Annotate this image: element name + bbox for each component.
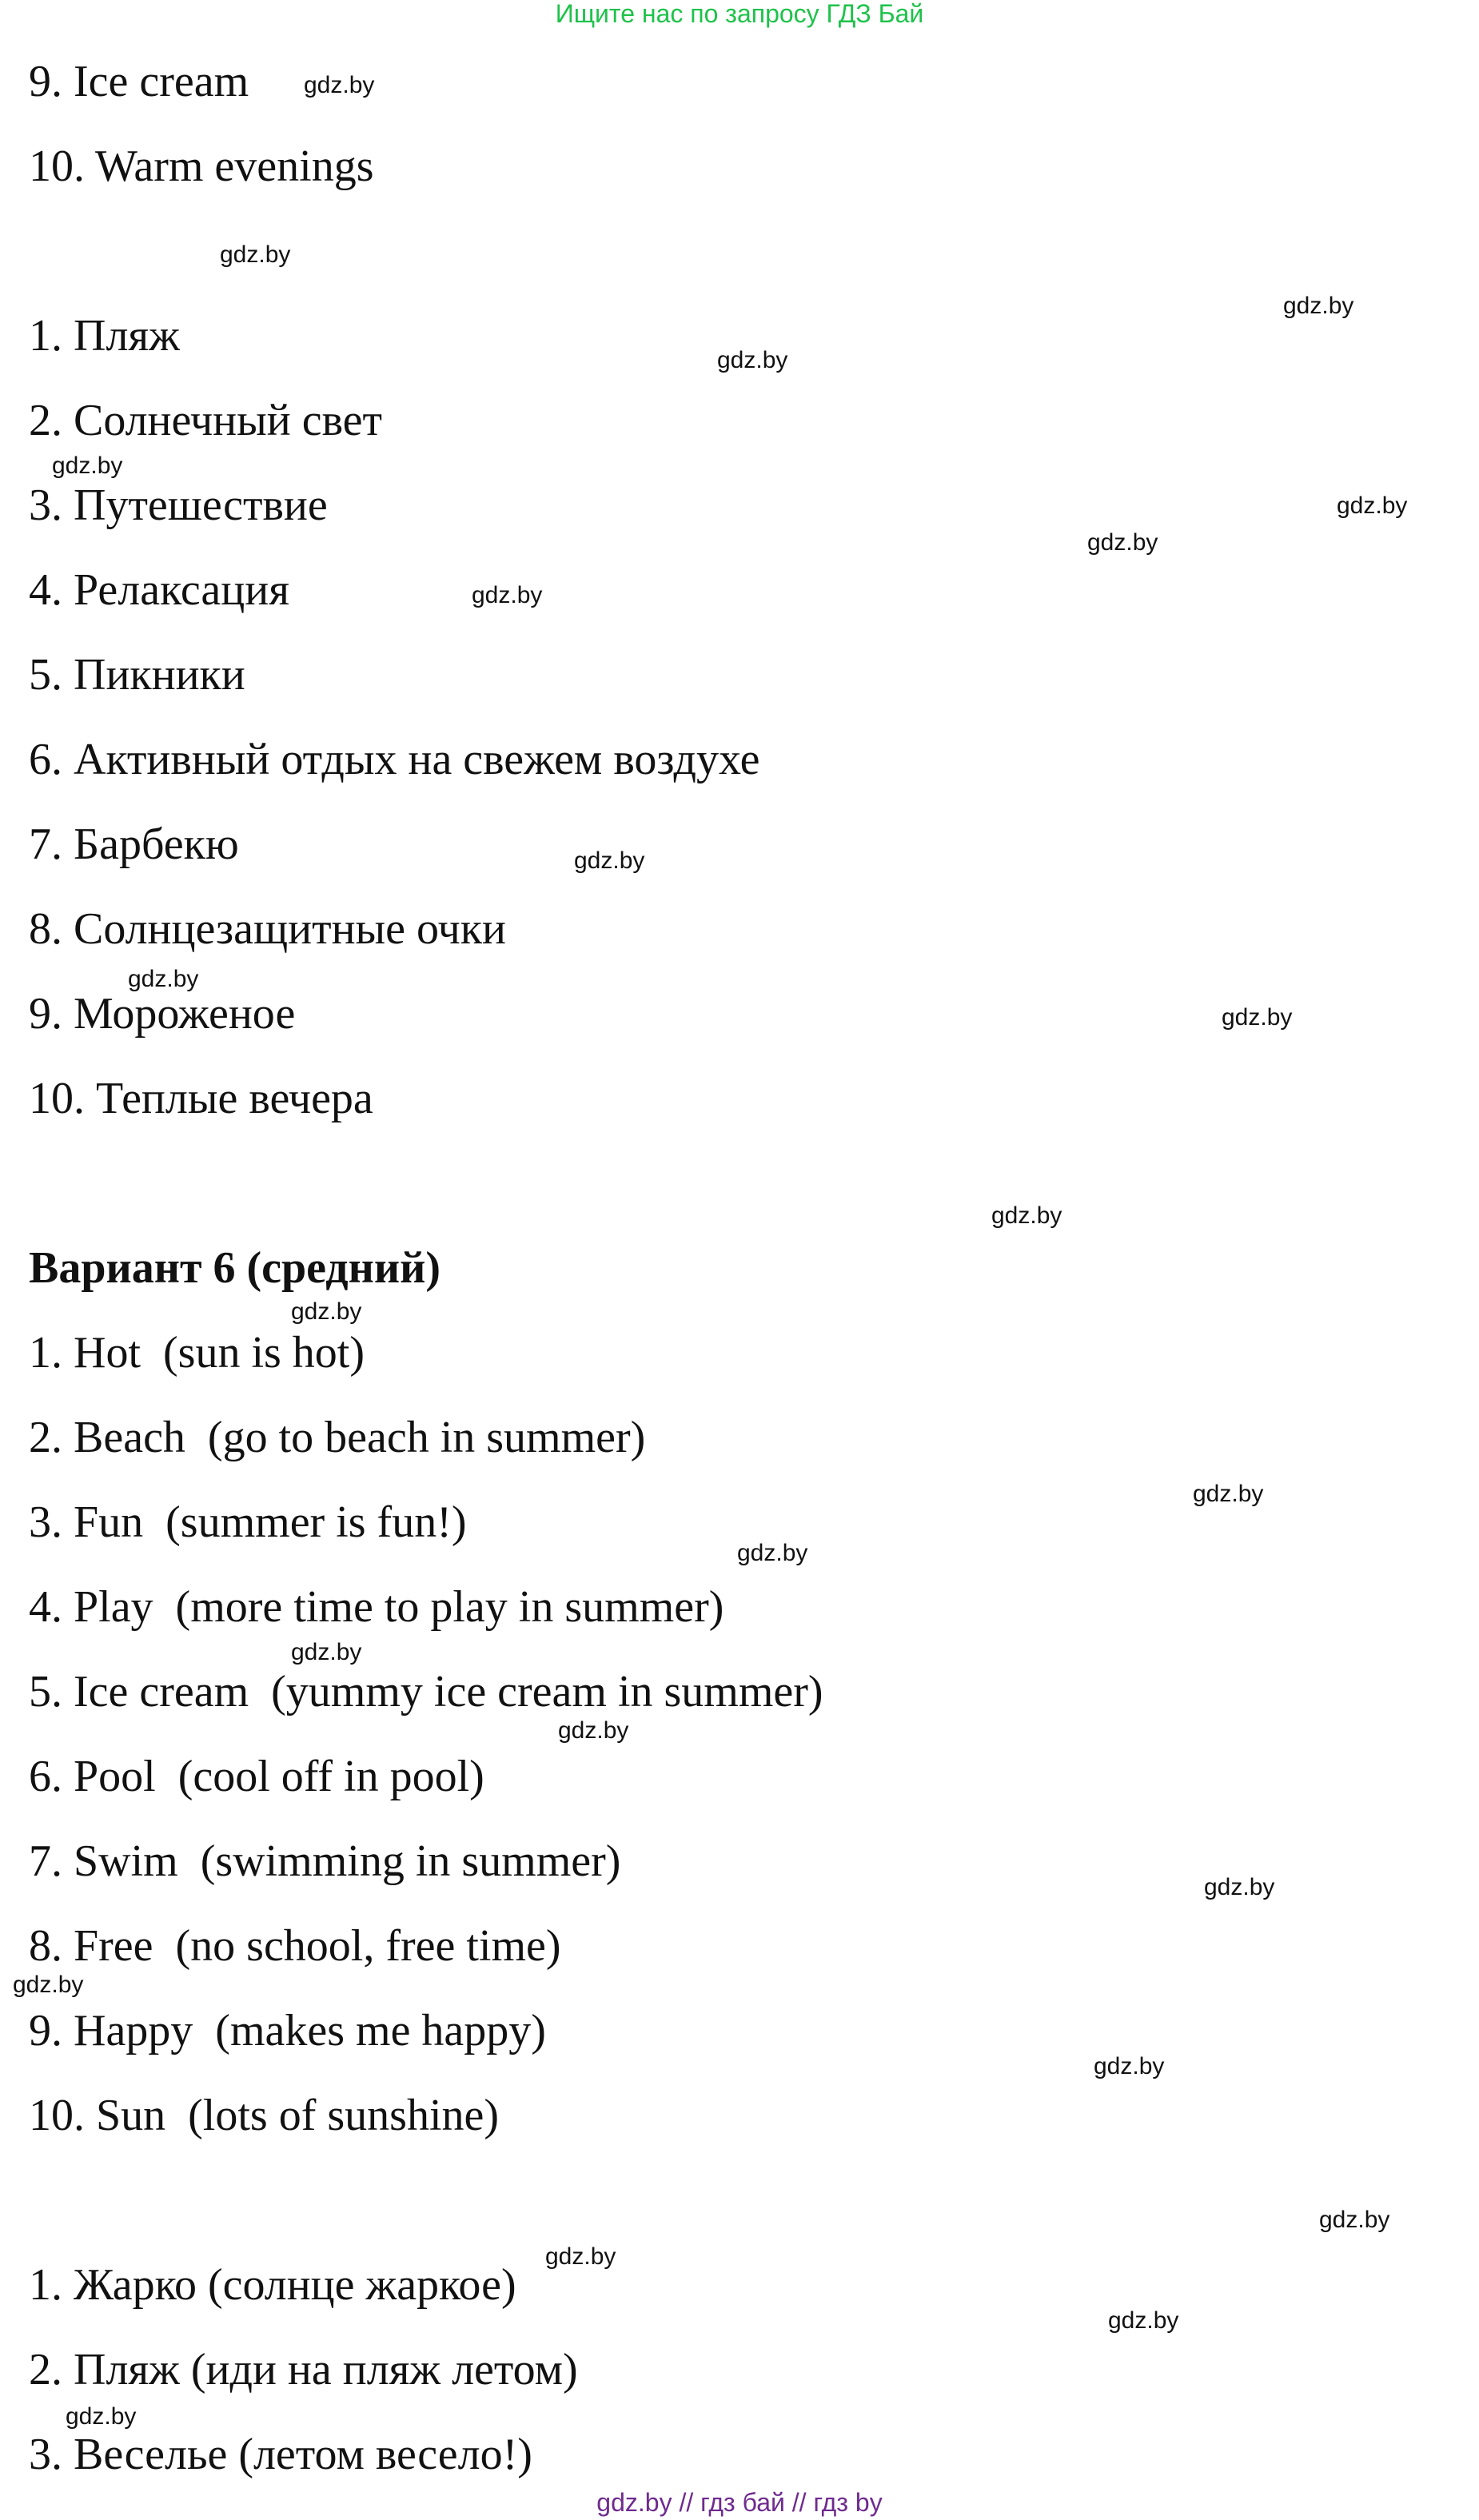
watermark: gdz.by — [1204, 1874, 1275, 1900]
list-item: 4. Релаксация — [29, 565, 289, 615]
watermark: gdz.by — [220, 241, 291, 268]
watermark: gdz.by — [52, 453, 123, 479]
watermark: gdz.by — [737, 1540, 808, 1566]
list-item: 10. Sun (lots of sunshine) — [29, 2091, 499, 2140]
watermark: gdz.by — [291, 1639, 362, 1665]
list-item: 8. Солнцезащитные очки — [29, 904, 506, 954]
list-item: 1. Hot (sun is hot) — [29, 1328, 365, 1378]
list-item: 6. Активный отдых на свежем воздухе — [29, 735, 760, 784]
list-item: 2. Пляж (иди на пляж летом) — [29, 2345, 578, 2394]
list-item: 9. Мороженое — [29, 989, 296, 1039]
watermark: gdz.by — [1108, 2307, 1179, 2334]
footer-watermark: gdz.by // гдз бай // гдз by — [596, 2488, 883, 2517]
watermark: gdz.by — [1283, 293, 1354, 319]
watermark: gdz.by — [472, 582, 543, 608]
list-item: 6. Pool (cool off in pool) — [29, 1752, 484, 1801]
watermark: gdz.by — [13, 1972, 84, 1998]
list-item: 4. Play (more time to play in summer) — [29, 1582, 724, 1632]
list-item: 1. Жарко (солнце жаркое) — [29, 2260, 516, 2310]
list-item: 7. Барбекю — [29, 819, 239, 869]
list-item: 10. Теплые вечера — [29, 1074, 373, 1123]
watermark: gdz.by — [1319, 2207, 1390, 2233]
list-item: 5. Ice cream (yummy ice cream in summer) — [29, 1667, 823, 1717]
list-item: 8. Free (no school, free time) — [29, 1921, 561, 1971]
watermark: gdz.by — [717, 347, 788, 373]
watermark: gdz.by — [1087, 529, 1158, 556]
list-item: 3. Fun (summer is fun!) — [29, 1497, 467, 1547]
top-banner: Ищите нас по запросу ГДЗ Бай — [555, 0, 924, 28]
watermark: gdz.by — [128, 966, 199, 992]
watermark: gdz.by — [558, 1717, 629, 1744]
watermark: gdz.by — [545, 2243, 616, 2270]
watermark: gdz.by — [304, 72, 375, 98]
section-heading: Вариант 6 (средний) — [29, 1243, 441, 1293]
watermark: gdz.by — [991, 1202, 1062, 1229]
list-item: 10. Warm evenings — [29, 142, 374, 191]
watermark: gdz.by — [574, 847, 645, 874]
watermark: gdz.by — [291, 1298, 362, 1325]
watermark: gdz.by — [1222, 1004, 1293, 1031]
list-item: 7. Swim (swimming in summer) — [29, 1836, 621, 1886]
watermark: gdz.by — [1094, 2053, 1165, 2079]
list-item: 9. Happy (makes me happy) — [29, 2006, 546, 2055]
watermark: gdz.by — [1193, 1481, 1264, 1507]
list-item: 1. Пляж — [29, 311, 180, 361]
list-item: 9. Ice cream — [29, 57, 249, 106]
watermark: gdz.by — [1337, 492, 1408, 519]
list-item: 3. Веселье (летом весело!) — [29, 2430, 532, 2479]
list-item: 2. Beach (go to beach in summer) — [29, 1413, 646, 1462]
list-item: 5. Пикники — [29, 650, 245, 700]
list-item: 3. Путешествие — [29, 480, 328, 530]
list-item: 2. Солнечный свет — [29, 396, 383, 445]
watermark: gdz.by — [66, 2403, 137, 2430]
